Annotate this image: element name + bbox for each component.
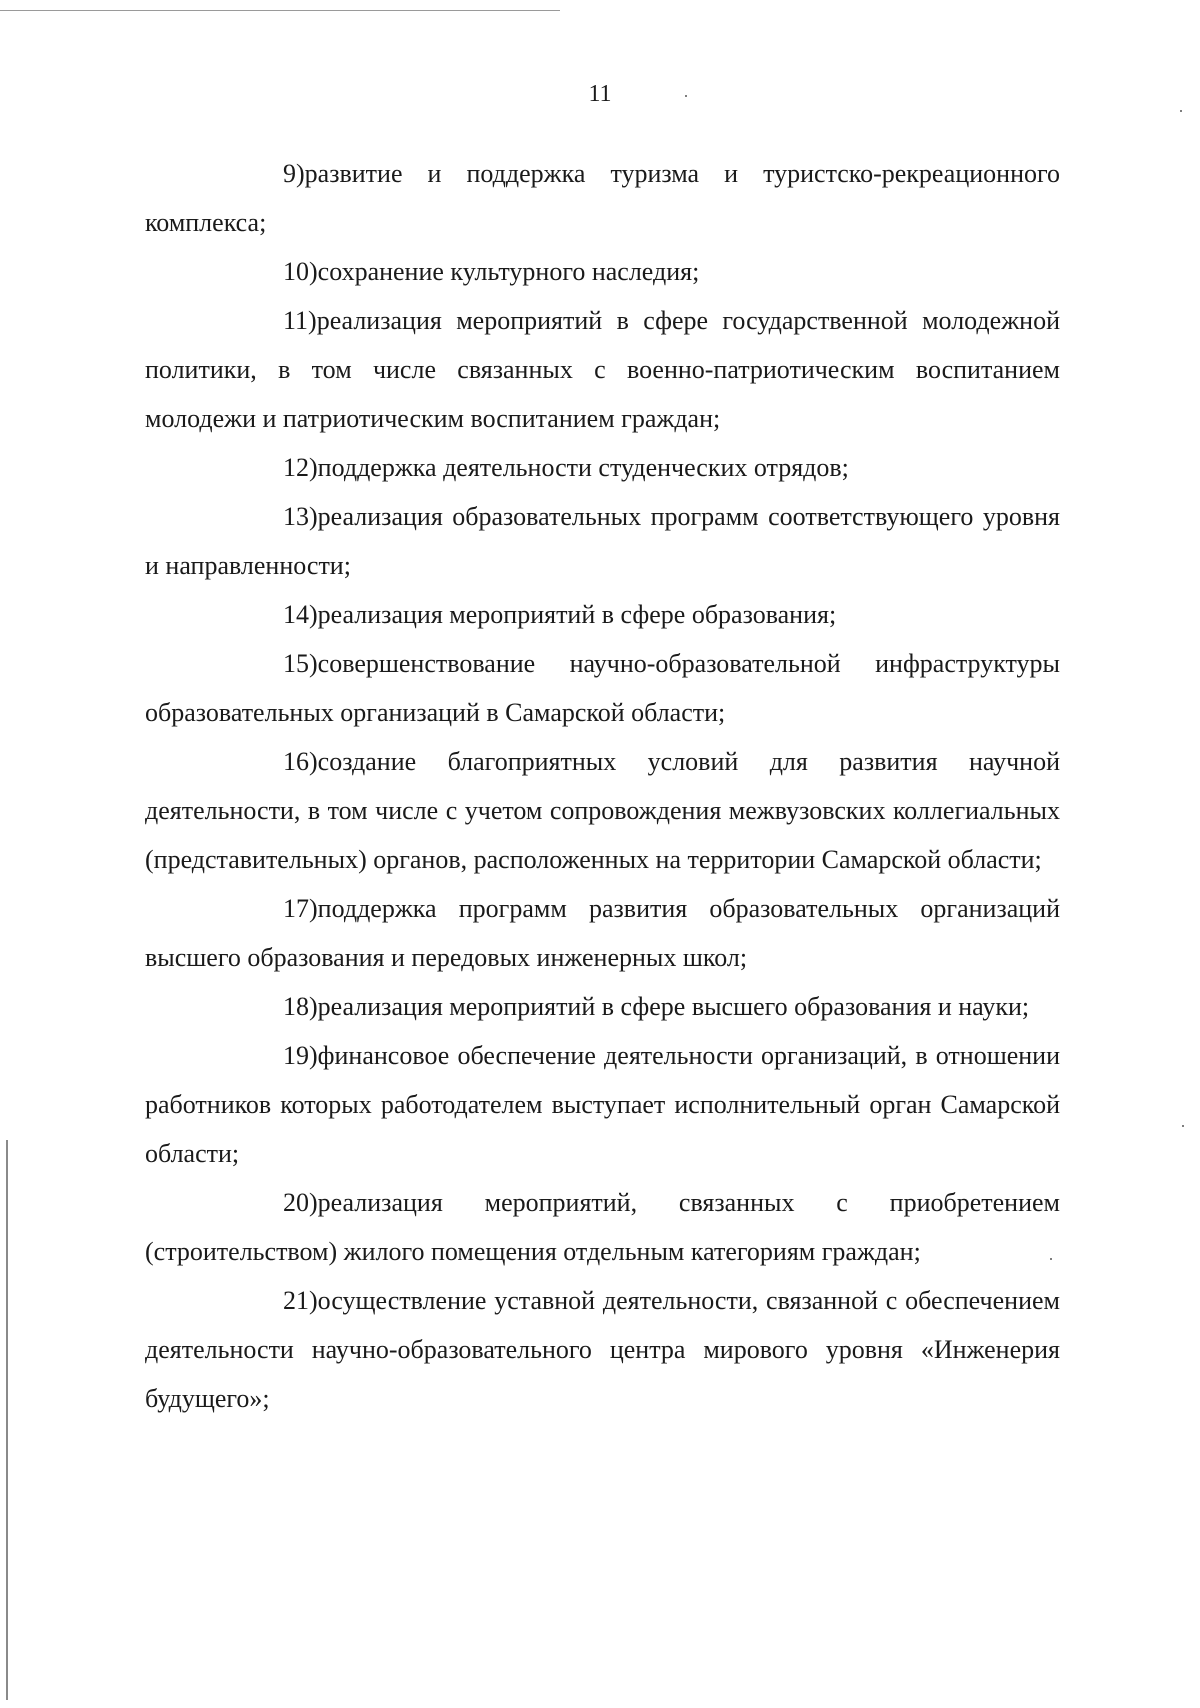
list-item — [145, 443, 1060, 492]
list-item — [145, 982, 1060, 1031]
list-item-number: 18) — [283, 992, 318, 1021]
scan-edge-top — [0, 10, 560, 11]
list-item-text: поддержка деятельности студенческих отрядов; — [317, 453, 849, 482]
list-item-text: совершенствование научно-образовательной инфраструктуры образовательных организаций в Самарской области; — [145, 649, 1060, 727]
list-item — [145, 1031, 1060, 1178]
list-item-number: 15) — [283, 649, 318, 678]
list-item-text: реализация мероприятий, связанных с приобретением (строительством) жилого помещения отдельным категориям граждан; — [145, 1188, 1060, 1266]
list-item-number: 9) — [283, 159, 305, 188]
list-item — [145, 1178, 1060, 1276]
list-item-text: поддержка программ развития образовательных организаций высшего образования и передовых инженерных школ; — [145, 894, 1060, 972]
list-item-text: финансовое обеспечение деятельности организаций, в отношении работников которых работодателем выступает исполнительный орган Самарской области; — [145, 1041, 1060, 1168]
list-item — [145, 737, 1060, 884]
list-item-text: реализация мероприятий в сфере образования; — [317, 600, 837, 629]
list-item — [145, 149, 1060, 247]
list-item-number: 16) — [283, 747, 318, 776]
list-item-text: реализация образовательных программ соответствующего уровня и направленности; — [145, 502, 1060, 580]
scan-speck — [1180, 110, 1182, 112]
list-item-number: 14) — [283, 600, 318, 629]
list-item-text: реализация мероприятий в сфере высшего образования и науки; — [317, 992, 1030, 1021]
list-item-number: 12) — [283, 453, 318, 482]
scan-speck — [1182, 1125, 1184, 1127]
list-item — [145, 1276, 1060, 1423]
list-item-number: 17) — [283, 894, 318, 923]
list-item-text: реализация мероприятий в сфере государственной молодежной политики, в том числе связанных с военно-патриотическим воспитанием молодежи и патриотическим воспитанием граждан; — [145, 306, 1060, 433]
scan-edge-left — [6, 1140, 8, 1700]
list-item-text: развитие и поддержка туризма и туристско-рекреационного комплекса; — [145, 159, 1060, 237]
list-item — [145, 639, 1060, 737]
list-item — [145, 296, 1060, 443]
document-body — [145, 149, 1060, 1423]
list-item — [145, 590, 1060, 639]
list-item-number: 20) — [283, 1188, 318, 1217]
list-item — [145, 492, 1060, 590]
list-item — [145, 884, 1060, 982]
page-number: 11 — [588, 81, 612, 107]
list-item-number: 10) — [283, 257, 318, 286]
list-item-text: создание благоприятных условий для развития научной деятельности, в том числе с учетом сопровождения межвузовских коллегиальных (представительных) органов, расположенных на территории Самарской области; — [145, 747, 1060, 874]
list-item-number: 21) — [283, 1286, 318, 1315]
list-item-number: 11) — [283, 306, 317, 335]
list-item-number: 19) — [283, 1041, 318, 1070]
list-item — [145, 247, 1060, 296]
list-item-number: 13) — [283, 502, 318, 531]
list-item-text: сохранение культурного наследия; — [317, 257, 700, 286]
list-item-text: осуществление уставной деятельности, связанной с обеспечением деятельности научно-образовательного центра мирового уровня «Инженерия будущего»; — [145, 1286, 1060, 1413]
